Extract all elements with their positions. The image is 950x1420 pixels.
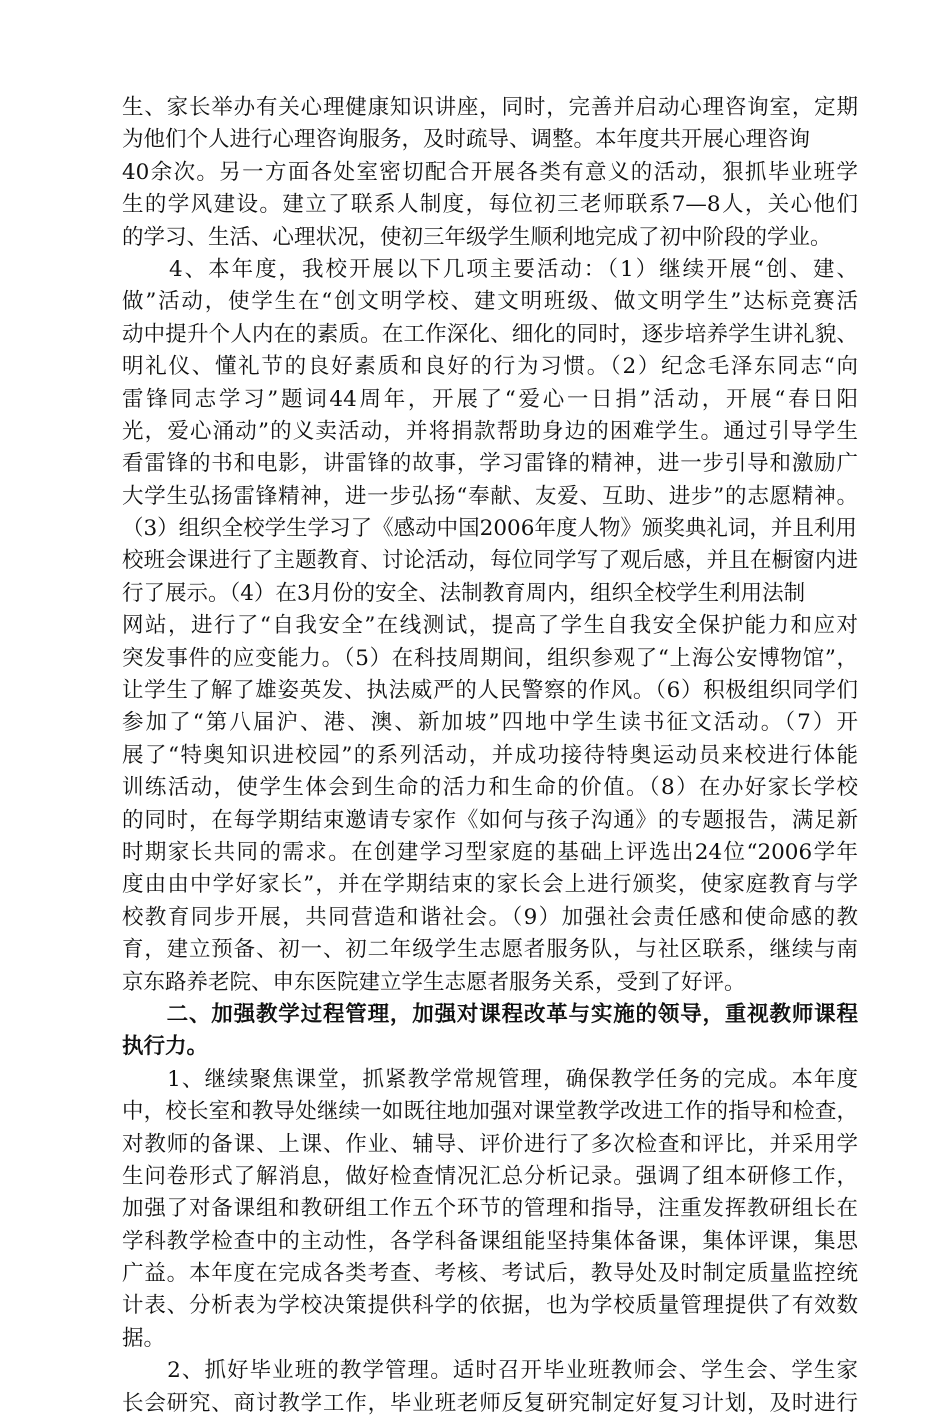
paragraph-line: 生的学风建设。建立了联系人制度，每位初三老师联系7—8人，关心他们 xyxy=(122,192,858,218)
paragraph-line: 京东路养老院、申东医院建立学生志愿者服务关系，受到了好评。 xyxy=(122,969,746,995)
paragraph-line: 4、本年度，我校开展以下几项主要活动：（1）继续开展“创、建、 xyxy=(122,256,858,282)
paragraph-line: 展了“特奥知识进校园”的系列活动，并成功接待特奥运动员来校进行体能 xyxy=(122,742,858,768)
paragraph-line: 中，校长室和教导处继续一如既往地加强对课堂教学改进工作的指导和检查， xyxy=(122,1099,858,1125)
paragraph-line: 做”活动，使学生在“创文明学校、建文明班级、做文明学生”达标竞赛活 xyxy=(122,289,858,315)
section-heading-line: 二、加强教学过程管理，加强对课程改革与实施的领导，重视教师课程 xyxy=(122,1001,858,1027)
paragraph-line: 明礼仪、懂礼节的良好素质和良好的行为习惯。（2）纪念毛泽东同志“向 xyxy=(122,354,858,380)
paragraph-line: 校教育同步开展，共同营造和谐社会。（9）加强社会责任感和使命感的教 xyxy=(122,904,858,930)
paragraph-line: 看雷锋的书和电影，讲雷锋的故事，学习雷锋的精神，进一步引导和激励广 xyxy=(122,451,858,477)
paragraph-line: 雷锋同志学习”题词44周年，开展了“爱心一日捐”活动，开展“春日阳 xyxy=(122,386,858,412)
paragraph-line: 网站，进行了“自我安全”在线测试，提高了学生自我安全保护能力和应对 xyxy=(122,613,858,639)
paragraph-line: 光，爱心涌动”的义卖活动，并将捐款帮助身边的困难学生。通过引导学生 xyxy=(122,418,858,444)
paragraph-line: 生、家长举办有关心理健康知识讲座，同时，完善并启动心理咨询室，定期 xyxy=(122,95,858,120)
paragraph-line: 动中提升个人内在的素质。在工作深化、细化的同时，逐步培养学生讲礼貌、 xyxy=(122,321,858,347)
paragraph-line: 为他们个人进行心理咨询服务，及时疏导、调整。本年度共开展心理咨询 xyxy=(122,127,811,153)
paragraph-line: 40余次。另一方面各处室密切配合开展各类有意义的活动，狠抓毕业班学 xyxy=(122,159,858,185)
paragraph-line: 对教师的备课、上课、作业、辅导、评价进行了多次检查和评比，并采用学 xyxy=(122,1131,858,1157)
body-text xyxy=(122,92,858,1420)
paragraph-line: 计表、分析表为学校决策提供科学的依据，也为学校质量管理提供了有效数 xyxy=(122,1293,858,1319)
section-heading-line: 执行力。 xyxy=(122,1034,209,1060)
paragraph-line: 1、继续聚焦课堂，抓紧教学常规管理，确保教学任务的完成。本年度 xyxy=(122,1066,858,1092)
paragraph-line: 时期家长共同的需求。在创建学习型家庭的基础上评选出24位“2006学年 xyxy=(122,839,858,865)
paragraph-line: 育，建立预备、初一、初二年级学生志愿者服务队，与社区联系，继续与南 xyxy=(122,937,858,963)
paragraph-line: 学科教学检查中的主动性，各学科备课组能坚持集体备课，集体评课，集思 xyxy=(122,1228,858,1254)
paragraph-line: 加强了对备课组和教研组工作五个环节的管理和指导，注重发挥教研组长在 xyxy=(122,1196,858,1222)
paragraph-line: 让学生了解了雄姿英发、执法威严的人民警察的作风。（6）积极组织同学们 xyxy=(122,678,858,704)
paragraph-line: 训练活动，使学生体会到生命的活力和生命的价值。（8）在办好家长学校 xyxy=(122,775,858,801)
paragraph-line: 广益。本年度在完成各类考查、考核、考试后，教导处及时制定质量监控统 xyxy=(122,1261,858,1287)
paragraph-line: 的同时，在每学期结束邀请专家作《如何与孩子沟通》的专题报告，满足新 xyxy=(122,807,858,833)
paragraph-line: 度由由中学好家长”，并在学期结束的家长会上进行颁奖，使家庭教育与学 xyxy=(122,872,858,898)
paragraph-line: 2、抓好毕业班的教学管理。适时召开毕业班教师会、学生会、学生家 xyxy=(122,1358,858,1384)
paragraph-line: （3）组织全校学生学习了《感动中国2006年度人物》颁奖典礼词，并且利用 xyxy=(122,516,857,542)
paragraph-line: 行了展示。（4）在3月份的安全、法制教育周内，组织全校学生利用法制 xyxy=(122,580,806,606)
paragraph-line: 大学生弘扬雷锋精神，进一步弘扬“奉献、友爱、互助、进步”的志愿精神。 xyxy=(122,483,858,509)
paragraph-line: 突发事件的应变能力。（5）在科技周期间，组织参观了“上海公安博物馆”， xyxy=(122,645,858,671)
paragraph-line: 校班会课进行了主题教育、讨论活动，每位同学写了观后感，并且在橱窗内进 xyxy=(122,548,858,574)
paragraph-line: 生问卷形式了解消息，做好检查情况汇总分析记录。强调了组本研修工作， xyxy=(122,1163,858,1189)
paragraph-line: 的学习、生活、心理状况，使初三年级学生顺利地完成了初中阶段的学业。 xyxy=(122,224,832,250)
paragraph-line: 据。 xyxy=(122,1325,166,1351)
paragraph-line: 参加了“第八届沪、港、澳、新加坡”四地中学生读书征文活动。（7）开 xyxy=(122,710,858,736)
paragraph-line: 长会研究、商讨教学工作，毕业班老师反复研究制定好复习计划，及时进行 xyxy=(122,1390,858,1416)
